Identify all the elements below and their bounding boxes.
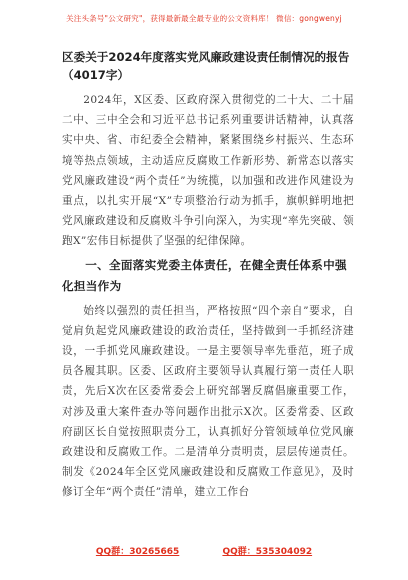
document-page	[62, 48, 354, 503]
section-heading-1: 一、全面落实党委主体责任，在健全责任体系中强化担当作为	[62, 257, 347, 293]
footer-qq-groups	[0, 544, 408, 557]
header-banner: 关注头条号"公文研究"，获得最新最全最专业的公文资料库！ 微信：gongwenyj	[66, 14, 342, 23]
document-title: 区委关于2024年度落实党风廉政建设责任制情况的报告	[62, 50, 350, 64]
qq-group-1: QQ群：30265665	[95, 547, 180, 557]
word-count: （4017字）	[62, 68, 130, 82]
intro-paragraph: 2024年，X区委、区政府深入贯彻党的二十大、二十届二中、三中全会和习近平总书记系列重要讲话精神，认真落实中央、省、市纪委全会精神，紧紧围绕乡村振兴、生态环境等热点领域，主动适应反腐败工作新形势、新常态以落实党风廉政建设“两个责任”为统揽，以加强和改进作风建设为重点，以扎实开展“X”专项整治行动为抓手，旗帜鲜明地把党风廉政建设和反腐败斗争引向深入，为实现“率先突破、领跑X”宏伟目标提供了坚强的纪律保障。	[62, 94, 354, 248]
section-1-paragraph: 始终以强烈的责任担当，严格按照“四个亲自”要求，自觉肩负起党风廉政建设的政治责任，坚持做到一手抓经济建设，一手抓党风廉政建设。一是主要领导率先垂范，班子成员各履其职。区委、区政府主要领导认真履行第一责任人职责，先后X次在区委常委会上研究部署反腐倡廉重要工作，对涉及重大案件查办等问题作出批示X次。区委常委、区政府副区长自觉按照职责分工，认真抓好分管领域单位党风廉政建设和反腐败工作。二是清单分责明责，层层传递责任。制发《2024年全区党风廉政建设和反腐败工作意见》，及时修订全年“两个责任”清单，建立工作台	[62, 304, 354, 499]
qq-group-2: QQ群：535304092	[222, 547, 313, 557]
